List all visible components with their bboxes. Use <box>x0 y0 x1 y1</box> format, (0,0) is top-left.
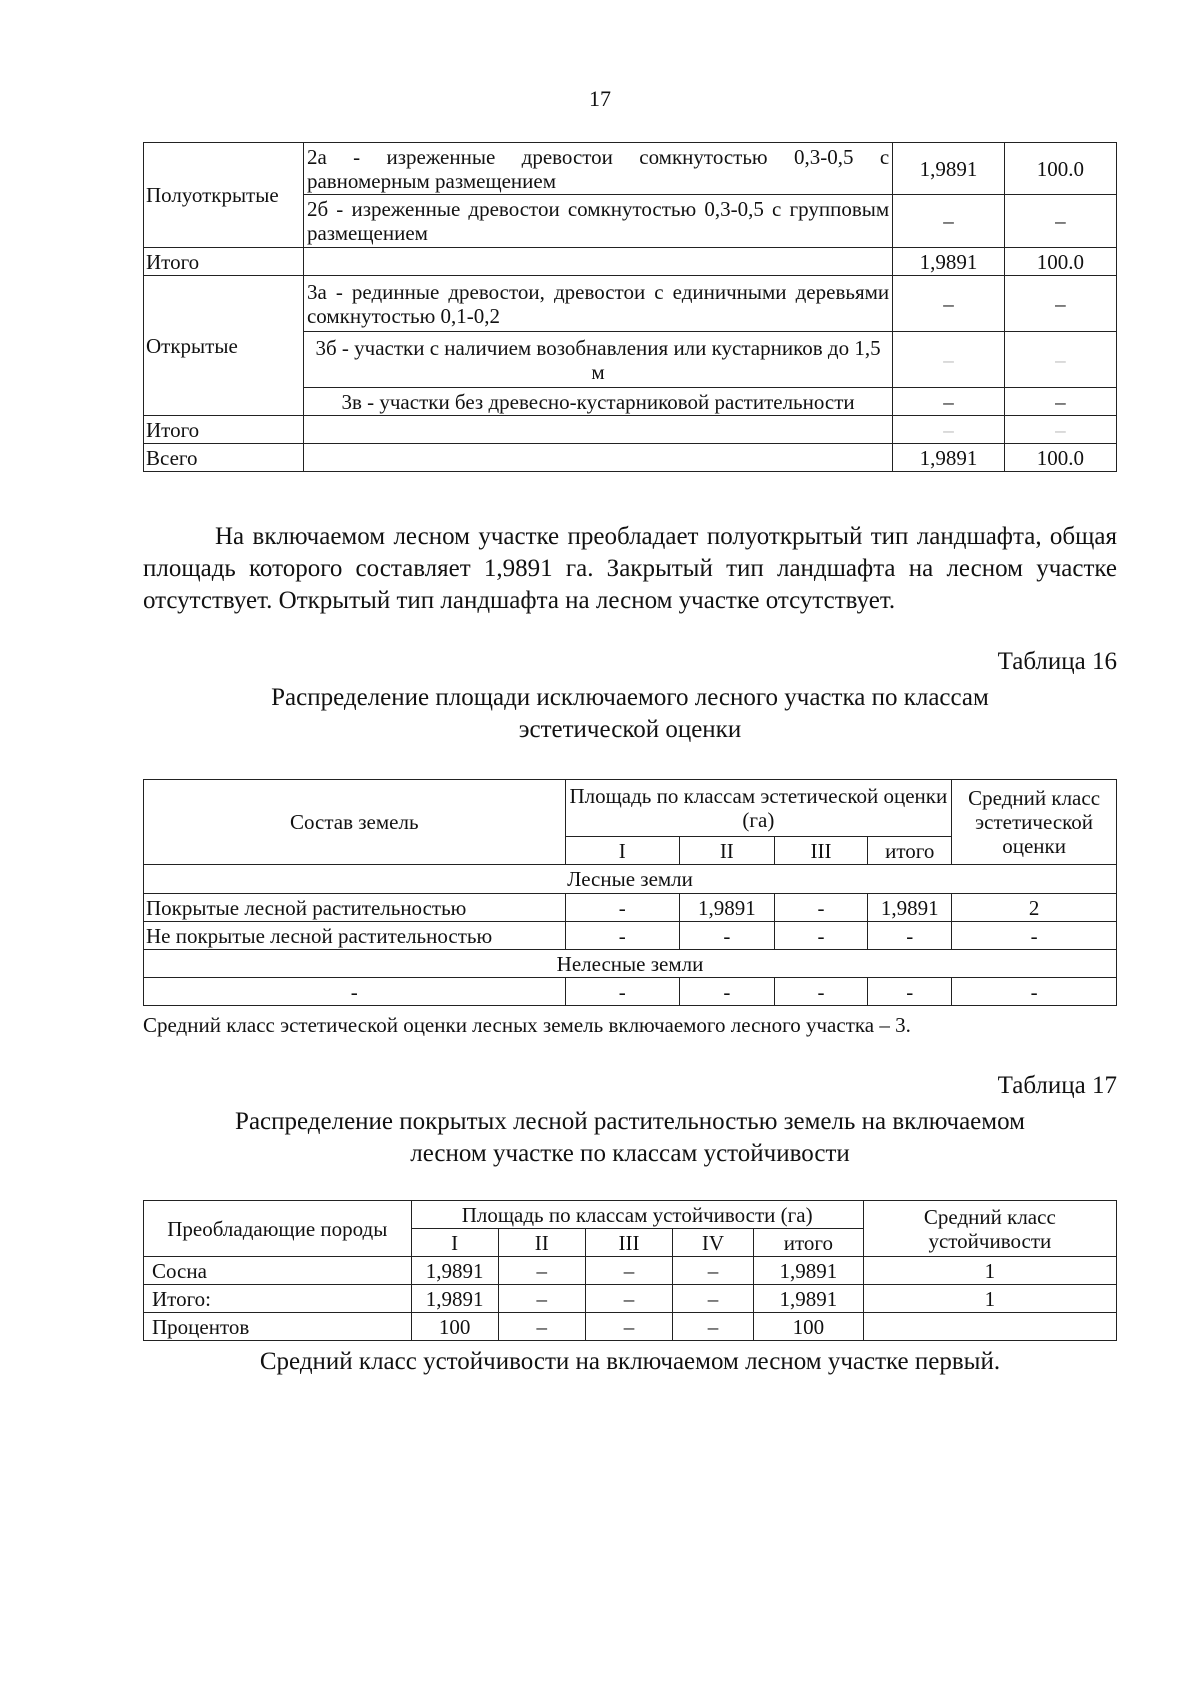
cell <box>863 1313 1116 1341</box>
row-3b-desc: 3б - участки с наличием возобнавления или кустарников до 1,5 м <box>303 332 892 388</box>
stability-table <box>143 1200 1117 1341</box>
cell: – <box>585 1285 672 1313</box>
row-3b-area: – <box>893 332 1005 388</box>
cell: – <box>585 1313 672 1341</box>
aesthetic-table <box>143 779 1117 1006</box>
header-avg-class: Средний класс устойчивости <box>863 1201 1116 1257</box>
landscape-paragraph: На включаемом лесном участке преобладает полуоткрытый тип ландшафта, общая площадь которого составляет 1,9891 га. Закрытый тип ландшафта на лесном участке отсутствует. Открытый тип ландшафта на лесном участке отсутствует. <box>143 523 1117 614</box>
header-area: Площадь по классам устойчивости (га) <box>411 1201 863 1229</box>
header-composition: Состав земель <box>144 780 566 865</box>
row-3a-pct: – <box>1004 276 1116 332</box>
cell: - <box>868 922 952 950</box>
cell: – <box>498 1313 585 1341</box>
row-3a-desc: 3а - рединные древостои, древостои с единичными деревьями сомкнутостью 0,1-0,2 <box>303 276 892 332</box>
cell: - <box>952 922 1117 950</box>
row-2a-desc: 2а - изреженные древостои сомкнутостью 0,3-0,5 с равномерным размещением <box>303 143 892 195</box>
table-row <box>144 1313 1117 1341</box>
row-name: Сосна <box>144 1257 412 1285</box>
cell: - <box>868 978 952 1006</box>
header-class-i: I <box>411 1229 498 1257</box>
cell: – <box>673 1285 754 1313</box>
table-row <box>144 1285 1117 1313</box>
row-3v-area: – <box>893 388 1005 416</box>
cell: - <box>565 922 679 950</box>
open-label: Открытые <box>144 276 304 416</box>
row-2a-area: 1,9891 <box>893 143 1005 195</box>
row-name: - <box>144 978 566 1006</box>
cell: - <box>679 922 774 950</box>
header-class-i: I <box>565 837 679 865</box>
cell: 1,9891 <box>679 894 774 922</box>
cell: 1 <box>863 1257 1116 1285</box>
total2-area: – <box>893 416 1005 444</box>
grand-total-area: 1,9891 <box>893 444 1005 472</box>
final-sentence: Средний класс устойчивости на включаемом лесном участке первый. <box>259 1348 1001 1375</box>
row-3v-desc: 3в - участки без древесно-кустарниковой растительности <box>303 388 892 416</box>
cell: – <box>498 1285 585 1313</box>
header-class-total: итого <box>868 837 952 865</box>
landscape-table <box>143 142 1117 472</box>
total2-label: Итого <box>144 416 304 444</box>
section-forest: Лесные земли <box>144 865 1117 894</box>
row-name: Процентов <box>144 1313 412 1341</box>
header-class-ii: II <box>679 837 774 865</box>
header-class-total: итого <box>754 1229 864 1257</box>
header-class-iv: IV <box>673 1229 754 1257</box>
header-species: Преобладающие породы <box>144 1201 412 1257</box>
cell: - <box>565 894 679 922</box>
header-avg-class: Средний класс эстетической оценки <box>952 780 1117 865</box>
table16-note: Средний класс эстетической оценки лесных земель включаемого лесного участка – 3. <box>143 1013 911 1037</box>
cell: 100 <box>754 1313 864 1341</box>
cell: - <box>774 922 868 950</box>
cell: - <box>952 978 1117 1006</box>
cell: 2 <box>952 894 1117 922</box>
row-3v-pct: – <box>1004 388 1116 416</box>
total2-pct: – <box>1004 416 1116 444</box>
header-class-iii: III <box>585 1229 672 1257</box>
cell: – <box>673 1313 754 1341</box>
row-2b-pct: – <box>1004 195 1116 248</box>
total1-area: 1,9891 <box>893 248 1005 276</box>
row-3a-area: – <box>893 276 1005 332</box>
cell: – <box>585 1257 672 1285</box>
cell: 100 <box>411 1313 498 1341</box>
cell: 1,9891 <box>411 1257 498 1285</box>
cell: 1,9891 <box>754 1257 864 1285</box>
cell: - <box>679 978 774 1006</box>
cell: – <box>673 1257 754 1285</box>
cell: - <box>565 978 679 1006</box>
cell: 1,9891 <box>754 1285 864 1313</box>
table17-label: Таблица 17 <box>997 1072 1117 1099</box>
header-class-ii: II <box>498 1229 585 1257</box>
row-name: Итого: <box>144 1285 412 1313</box>
row-2b-area: – <box>893 195 1005 248</box>
table17-caption-line2: лесном участке по классам устойчивости <box>410 1140 850 1167</box>
section-nonforest: Нелесные земли <box>144 950 1117 978</box>
semi-open-label: Полуоткрытые <box>144 143 304 248</box>
grand-total-pct: 100.0 <box>1004 444 1116 472</box>
table16-caption-line2: эстетической оценки <box>518 716 742 743</box>
total1-label: Итого <box>144 248 304 276</box>
table-row <box>144 978 1117 1006</box>
total1-pct: 100.0 <box>1004 248 1116 276</box>
row-2b-desc: 2б - изреженные древостои сомкнутостью 0,3-0,5 с групповым размещением <box>303 195 892 248</box>
row-name: Покрытые лесной растительностью <box>144 894 566 922</box>
grand-total-label: Всего <box>144 444 304 472</box>
header-area: Площадь по классам эстетической оценки (га) <box>565 780 952 837</box>
cell: 1,9891 <box>411 1285 498 1313</box>
cell: – <box>498 1257 585 1285</box>
cell: 1,9891 <box>868 894 952 922</box>
table-row <box>144 1257 1117 1285</box>
page-number: 17 <box>589 86 611 111</box>
cell: - <box>774 894 868 922</box>
header-class-iii: III <box>774 837 868 865</box>
row-name: Не покрытые лесной растительностью <box>144 922 566 950</box>
table16-caption-line1: Распределение площади исключаемого лесного участка по классам <box>271 684 989 711</box>
cell: - <box>774 978 868 1006</box>
row-3b-pct: – <box>1004 332 1116 388</box>
cell: 1 <box>863 1285 1116 1313</box>
table16-label: Таблица 16 <box>997 648 1117 675</box>
table-row <box>144 894 1117 922</box>
table-row <box>144 922 1117 950</box>
row-2a-pct: 100.0 <box>1004 143 1116 195</box>
table17-caption-line1: Распределение покрытых лесной растительностью земель на включаемом <box>235 1108 1025 1135</box>
